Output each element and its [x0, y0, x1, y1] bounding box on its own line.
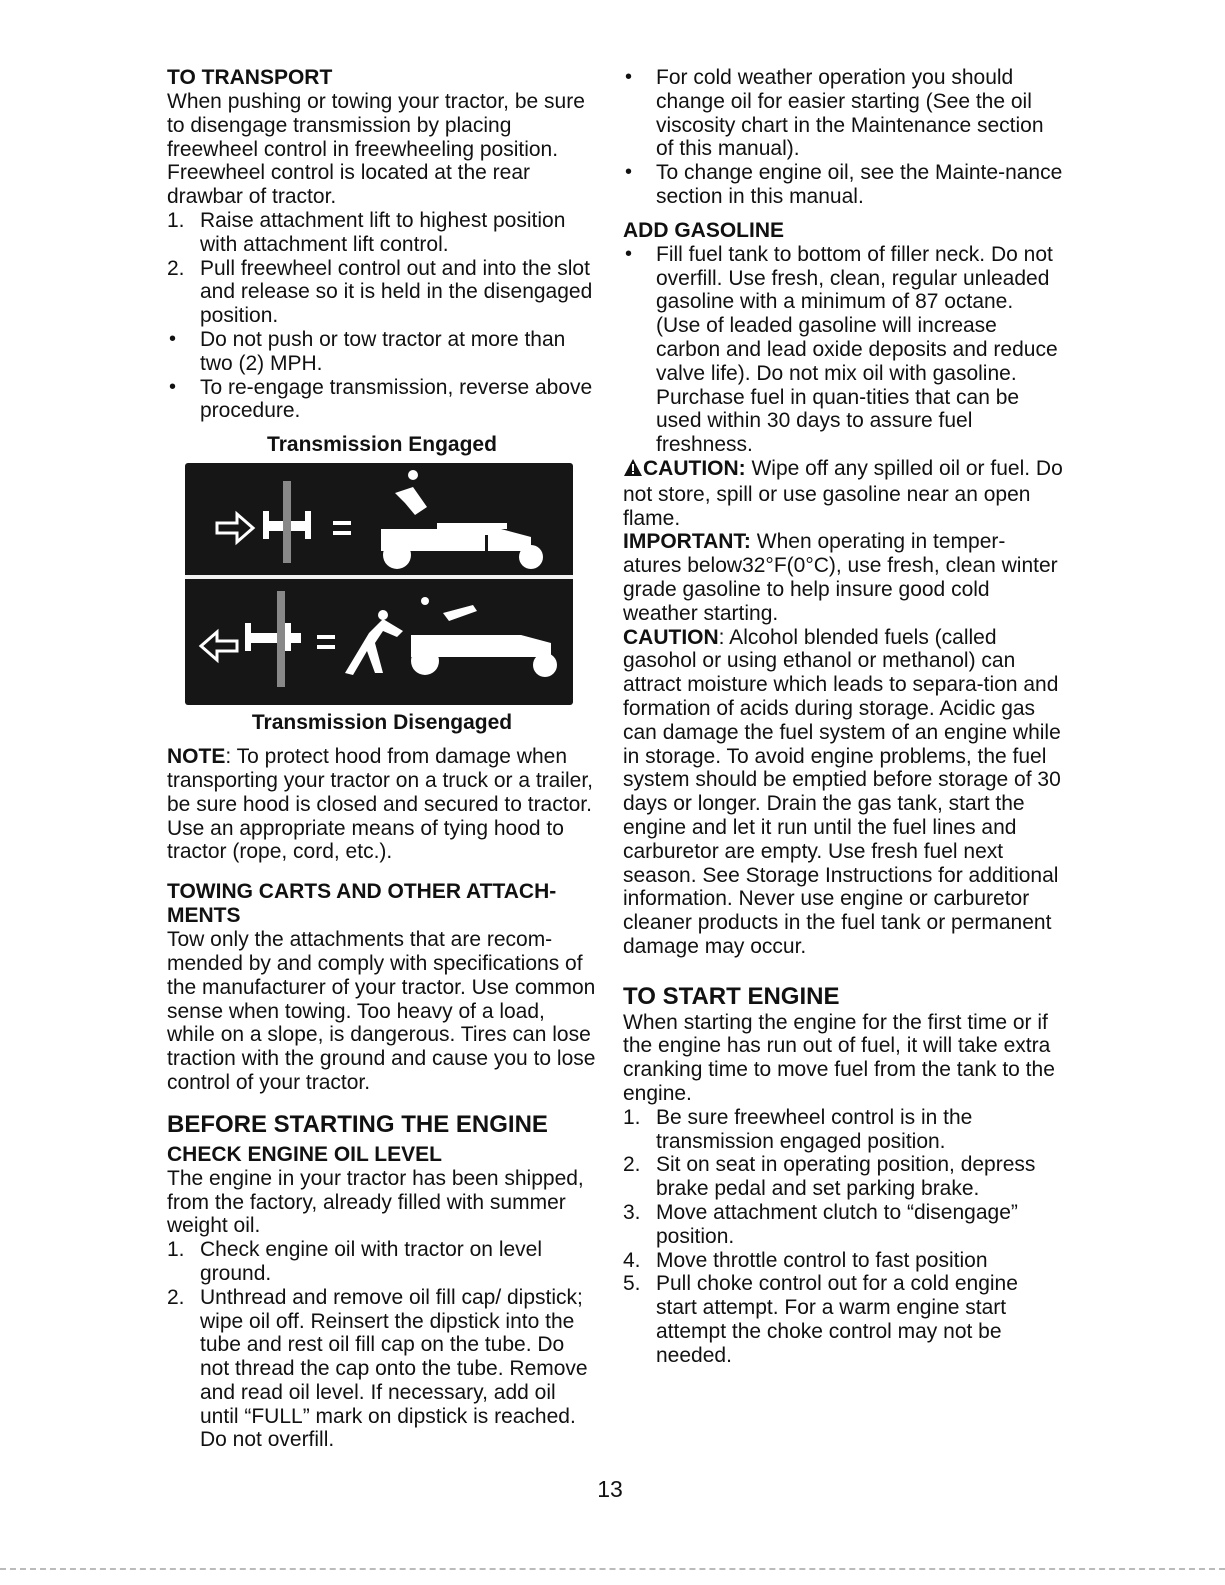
- step-number: 1.: [623, 1105, 641, 1129]
- list-item: [167, 209, 597, 257]
- bullet-text: To change engine oil, see the Mainte-nance section in this manual.: [656, 161, 1063, 208]
- bullet-text: Do not push or tow tractor at more than two (2) MPH.: [200, 327, 566, 375]
- list-item: [167, 1286, 597, 1453]
- caution-text: : Alcohol blended fuels (called gasohol or using ethanol or methanol) can attract moisture which leads to separa-tion and formation of acids during storage. Acidic gas can damage the fuel system of an engine while in storage. To avoid engine problems, the fuel system should be emptied before storage of 30 days or longer. Drain the gas tank, start the engine and let it run until the fuel lines and carburetor are empty. Use fresh fuel next season. See Storage Instructions for additional information. Never use engine or carburetor cleaner products in the fuel tank or permanent damage may occur.: [623, 625, 1061, 958]
- list-item: [623, 1272, 1063, 1367]
- step-text: Unthread and remove oil fill cap/ dipstick; wipe oil off. Reinsert the dipstick into the tube and rest oil fill cap on the tube. Do not thread the cap onto the tube. Remove and read oil level. If necessary, add oil until “FULL” mark on dipstick is reached. Do not overfill.: [200, 1285, 588, 1452]
- bullet-dot-icon: •: [625, 242, 633, 265]
- list-item: [167, 257, 597, 328]
- scan-edge-divider: [0, 1568, 1225, 1570]
- list-item: [623, 1153, 1063, 1201]
- step-number: 4.: [623, 1248, 641, 1272]
- step-number: 2.: [623, 1153, 641, 1177]
- step-number: 5.: [623, 1272, 641, 1296]
- left-column: [167, 66, 597, 1452]
- transmission-illustration: [185, 463, 573, 705]
- before-starting-heading: BEFORE STARTING THE ENGINE: [167, 1110, 548, 1138]
- step-text: Check engine oil with tractor on level ground.: [200, 1238, 543, 1285]
- towing-text: Tow only the attachments that are recom-mended by and comply with specifications of the manufacturer of your tractor. Use common sense when towing. Too heavy of a load, while on a slope, is dangerous. Tires can lose traction with the ground and cause you to lose control of your tractor.: [167, 928, 596, 1094]
- note-text: : To protect hood from damage when transporting your tractor on a truck or a trailer, be sure hood is closed and secured to tractor. Use an appropriate means of tying hood to tractor (rope, cord, etc.).: [167, 745, 594, 864]
- list-item: [623, 1201, 1063, 1249]
- important-paragraph: [623, 530, 1063, 625]
- step-text: Sit on seat in operating position, depress brake pedal and set parking brake.: [656, 1153, 1036, 1201]
- caution-label: CAUTION: [623, 625, 719, 649]
- list-item: [623, 243, 1063, 457]
- oil-intro: The engine in your tractor has been shipped, from the factory, already filled with summer weight oil.: [167, 1166, 584, 1238]
- list-item: [623, 66, 1063, 161]
- right-column: [623, 66, 1063, 1368]
- note-label: NOTE: [167, 745, 226, 769]
- start-engine-heading: TO START ENGINE: [623, 982, 840, 1010]
- transport-intro: When pushing or towing your tractor, be sure to disengage transmission by placing freewheel control in freewheeling position. Freewheel control is located at the rear drawbar of tractor.: [167, 90, 585, 209]
- warning-triangle-icon: [623, 458, 643, 483]
- important-text: When operating in temper-atures below32°F(0°C), use fresh, clean winter grade gasoline to help insure good cold weather starting.: [623, 530, 1058, 625]
- transport-steps: [167, 209, 597, 328]
- bullet-text: For cold weather operation you should change oil for easier starting (See the oil viscosity chart in the Maintenance section of this manual).: [656, 66, 1044, 161]
- start-steps: [623, 1106, 1063, 1368]
- transport-heading: TO TRANSPORT: [167, 66, 333, 89]
- start-intro: When starting the engine for the first time or if the engine has run out of fuel, it will take extra cranking time to move fuel from the tank to the engine.: [623, 1010, 1055, 1106]
- caution-paragraph-2: [623, 626, 1063, 959]
- step-number: 1.: [167, 1238, 185, 1262]
- transmission-diagram-icon: [185, 463, 573, 705]
- bullet-dot-icon: •: [625, 66, 633, 88]
- important-label: IMPORTANT:: [623, 530, 751, 554]
- list-item: [167, 1238, 597, 1286]
- caution-paragraph-1: [623, 457, 1063, 530]
- bullet-dot-icon: •: [169, 375, 177, 398]
- note-paragraph: [167, 745, 597, 864]
- bullet-text: To re-engage transmission, reverse above procedure.: [200, 375, 593, 423]
- list-item: [623, 1106, 1063, 1154]
- step-number: 3.: [623, 1201, 641, 1225]
- list-item: [623, 1249, 1063, 1273]
- list-item: [167, 376, 597, 424]
- figure-caption-disengaged: Transmission Disengaged: [251, 711, 513, 735]
- oil-bullets: [623, 66, 1063, 209]
- step-text: Raise attachment lift to highest position with attachment lift control.: [200, 208, 566, 256]
- figure-caption-engaged: Transmission Engaged: [267, 433, 497, 457]
- step-number: 2.: [167, 256, 185, 280]
- list-item: [167, 328, 597, 376]
- list-item: [623, 161, 1063, 209]
- step-text: Pull freewheel control out and into the slot and release so it is held in the disengaged position.: [200, 256, 593, 328]
- add-gasoline-heading: ADD GASOLINE: [623, 218, 785, 242]
- step-number: 1.: [167, 208, 185, 232]
- step-text: Be sure freewheel control is in the transmission engaged position.: [656, 1105, 973, 1153]
- step-text: Move attachment clutch to “disengage” position.: [656, 1201, 1018, 1248]
- page-number: 13: [597, 1476, 623, 1502]
- step-number: 2.: [167, 1285, 185, 1309]
- gasoline-bullets: [623, 243, 1063, 457]
- bullet-dot-icon: •: [169, 327, 177, 350]
- oil-level-heading: CHECK ENGINE OIL LEVEL: [167, 1142, 442, 1166]
- step-text: Pull choke control out for a cold engine start attempt. For a warm engine start attempt the choke control may not be needed.: [656, 1272, 1018, 1367]
- caution-text: Wipe off any spilled oil or fuel. Do not store, spill or use gasoline near an open flame.: [623, 456, 1063, 530]
- towing-heading: TOWING CARTS AND OTHER ATTACH-MENTS: [167, 880, 557, 928]
- oil-steps: [167, 1238, 597, 1452]
- transport-bullets: [167, 328, 597, 423]
- caution-label: CAUTION:: [643, 456, 746, 480]
- bullet-text: Fill fuel tank to bottom of filler neck. Do not overfill. Use fresh, clean, regular unleaded gasoline with a minimum of 87 octane. (Use of leaded gasoline will increase carbon and lead oxide deposits and reduce valve life). Do not mix oil with gasoline. Purchase fuel in quan-tities that can be used within 30 days to assure fuel freshness.: [656, 242, 1058, 457]
- step-text: Move throttle control to fast position: [656, 1248, 988, 1272]
- bullet-dot-icon: •: [625, 161, 633, 184]
